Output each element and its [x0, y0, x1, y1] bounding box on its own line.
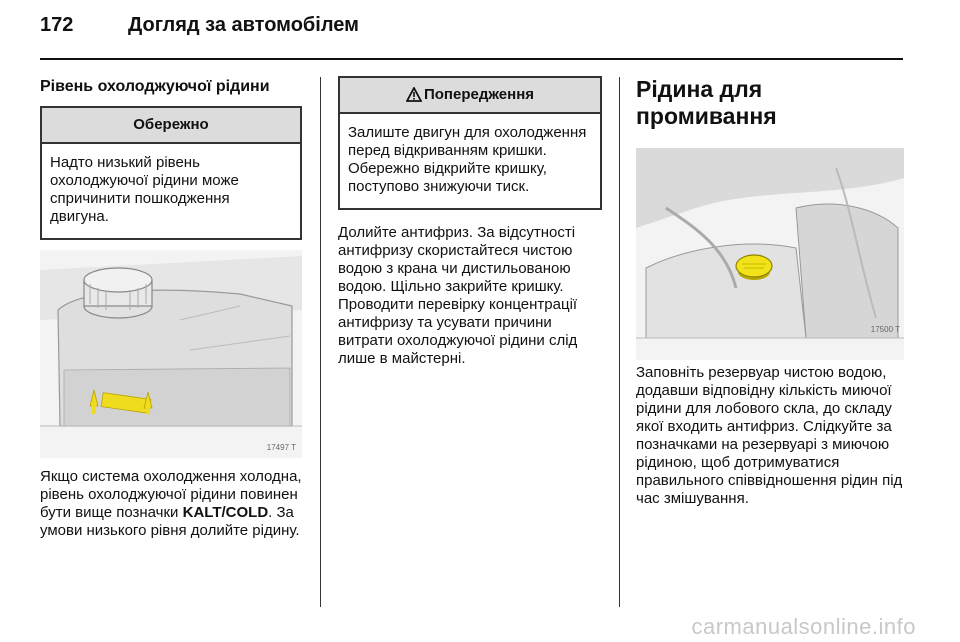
- warning-box: [338, 76, 602, 210]
- kalt-cold-label: KALT/COLD: [182, 504, 269, 521]
- warning-label: Попередження: [423, 86, 535, 103]
- figure-id-17500: 17500 T: [870, 325, 900, 334]
- coolant-reservoir-figure: [40, 250, 302, 458]
- caution-text: Надто низький рівень охолоджуючої рідини може спричинити пошкодження двигуна.: [50, 154, 239, 225]
- column-divider-2: [619, 77, 620, 607]
- washer-reservoir-illustration: [636, 148, 904, 360]
- washer-fluid-paragraph: Заповніть резервуар чистою водою, додавши відповідну кількість миючої рідини для лобового скла, до складу якої входить антифриз. Слідкуйте за позначками на резервуарі з миючою рідиною, щоб дотримуватися правильного співвідношення рідин під час змішування.: [636, 364, 903, 507]
- section-title-washer: Рідина для промивання: [636, 76, 777, 129]
- watermark: carmanualsonline.info: [691, 614, 916, 639]
- antifreeze-paragraph: Долийте антифриз. За відсутності антифризу скористайтеся чистою водою з крана чи дистильованою водою. Щільно закрийте кришку. Проводити перевірку концентрації антифризу та усувати причини витрати охолоджуючої рідини слід лише в майстерні.: [338, 224, 578, 367]
- header-rule: [40, 58, 903, 60]
- caution-box: [40, 106, 302, 240]
- figure-id-17497: 17497 T: [266, 443, 296, 452]
- column-coolant-level: [40, 72, 302, 540]
- washer-cap: [736, 255, 772, 277]
- section-title-coolant: Рівень охолоджуючої рідини: [40, 78, 270, 95]
- warning-header: [340, 78, 600, 114]
- column-washer-fluid: [636, 72, 904, 508]
- page-header: [40, 14, 359, 44]
- column-warning: [338, 72, 602, 368]
- column-divider-1: [320, 77, 321, 607]
- chapter-title: Догляд за автомобілем: [128, 14, 359, 36]
- caution-label: Обережно: [42, 108, 300, 144]
- coolant-reservoir-illustration: [40, 250, 302, 458]
- warning-triangle-icon: [406, 81, 422, 115]
- page-number: 172: [40, 14, 74, 36]
- coolant-level-paragraph: [40, 468, 302, 540]
- warning-text: Залиште двигун для охолодження перед відкриванням кришки. Обережно відкрийте кришку, поступово знижуючи тиск.: [348, 124, 587, 195]
- paragraph-text-part: Якщо система охолодження холодна, рівень охолоджуючої рідини повинен бути вище позначки: [40, 468, 302, 521]
- paragraph-text-part: . За умови низького рівня долийте рідину.: [40, 504, 300, 539]
- washer-reservoir-figure: [636, 148, 904, 360]
